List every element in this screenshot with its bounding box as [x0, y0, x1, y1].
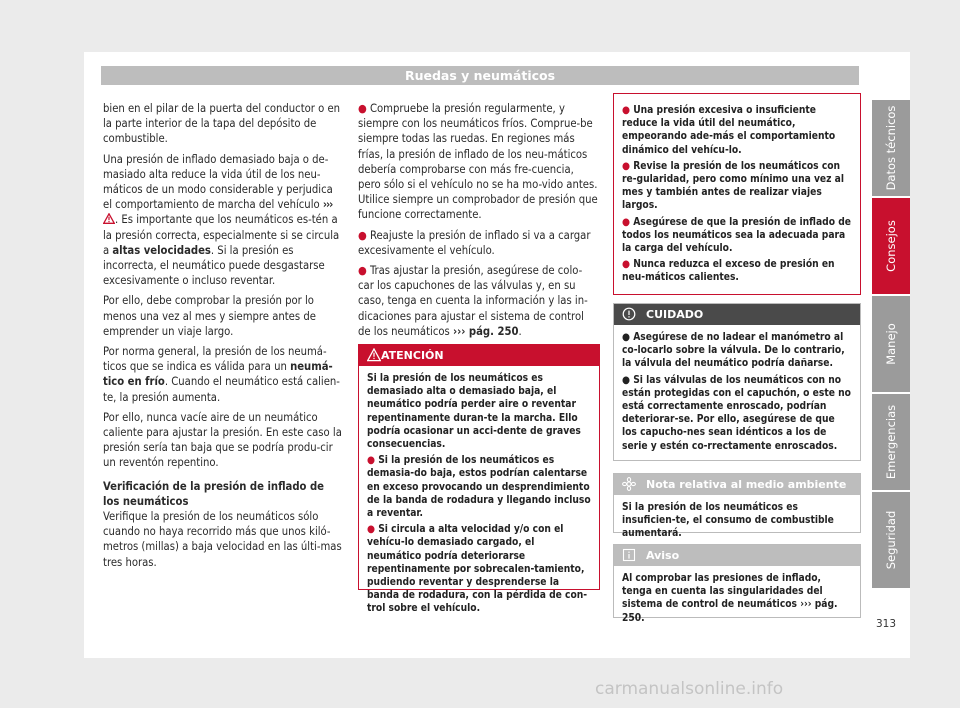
subheading: Verificación de la presión de inflado de los neumáticos: [103, 479, 324, 508]
paragraph: Por ello, nunca vacíe aire de un neumático caliente para ajustar la presión. En este caso la presión sería tan baja que se podría produ-cir un reventón repentino.: [103, 410, 342, 470]
bullet-item: ● Asegúrese de que la presión de inflado de todos los neumáticos sea la adecuada para la carga del vehículo.: [622, 216, 851, 255]
caution-box-body: [614, 325, 860, 464]
tab-seguridad[interactable]: Seguridad: [872, 492, 910, 588]
paragraph: Una presión de inflado demasiado baja o de-masiado alta reduce la vida útil de los neu-máticos de un modo considerable y perjudica el comportamiento de marcha del vehículo ››› . Es importante que los neumáticos es-tén a la presión correcta, especialmente si se circula a altas velocidades. Si la presión es incorrecta, el neumático puede desgastarse excesivamente o incluso reventar.: [103, 152, 340, 288]
warning-triangle-icon: [367, 348, 381, 362]
bullet-item: ● Si circula a alta velocidad y/o con el vehícu-lo demasiado cargado, el neumático podría deteriorarse repentinamente por sobrecalen-tamiento, pudiendo reventar y desprenderse la banda de rodadura, con la pérdida de con-trol sobre el vehículo.: [367, 524, 588, 615]
environment-note-body: Si la presión de los neumáticos es insuficien-te, el consumo de combustible aumentará.: [622, 502, 834, 540]
warning-box-header: [359, 345, 599, 366]
paragraph: Por ello, debe comprobar la presión por lo menos una vez al mes y siempre antes de emprender un viaje largo.: [103, 294, 316, 338]
tab-manejo[interactable]: Manejo: [872, 296, 910, 392]
bullet-item: ● Revise la presión de los neumáticos con re-gularidad, pero como mínimo una vez al mes y también antes de realizar viajes largos.: [622, 160, 844, 212]
paragraph: Por norma general, la presión de los neumá-ticos que se indica es válida para un neumá-tico en frío. Cuando el neumático está calien-te, la presión aumenta.: [103, 345, 340, 404]
column-1: [103, 101, 343, 575]
exclamation-circle-icon: [622, 307, 636, 321]
bullet-item: ● Tras ajustar la presión, asegúrese de colo-car los capuchones de las válvulas y, en su caso, tenga en cuenta la información y las in-dicaciones para ajustar el sistema de control de los neumáticos ››› pág. 250.: [358, 264, 588, 338]
chapter-tabs: [872, 100, 910, 590]
cross-reference-link[interactable]: ›››: [322, 198, 333, 212]
environment-note-header: [614, 474, 860, 495]
environment-note-box: [613, 473, 861, 540]
warning-box-title: ATENCIÓN: [381, 349, 444, 362]
column-2: [358, 101, 598, 344]
notice-box: [613, 544, 861, 624]
tab-consejos[interactable]: Consejos: [872, 198, 910, 294]
environment-flower-icon: [622, 477, 636, 491]
warning-box-continued: [613, 93, 861, 295]
bullet-item: ● Reajuste la presión de inflado si va a cargar excesivamente el vehículo.: [358, 228, 591, 257]
page-reference-link[interactable]: ››› pág. 250: [622, 599, 838, 624]
notice-box-title: Aviso: [646, 549, 680, 562]
bullet-item: ● Una presión excesiva o insuficiente reduce la vida útil del neumático, empeorando ade-más el comportamiento dinámico del vehícu-lo.: [622, 105, 836, 156]
caution-box: [613, 303, 861, 461]
bullet-item: ● Si las válvulas de los neumáticos con no están protegidas con el capuchón, o este no está correctamente enroscado, podrían deteriorar-se. Por ello, asegúrese de que los capucho-nes sean idénticos a los de serie y estén co-rrectamente enroscados.: [622, 374, 851, 452]
paragraph: Verifique la presión de los neumáticos sólo cuando no haya recorrido más que unos kiló-metros (millas) a baja velocidad en las últi-mas tres horas.: [103, 510, 342, 569]
bullet-item: ● Si la presión de los neumáticos es demasia-do baja, estos podrían calentarse en exceso provocando un desprendimiento de la banda de rodadura y llegando incluso a reventar.: [367, 455, 591, 520]
info-icon: [622, 548, 636, 562]
warning-box-body: [614, 94, 860, 296]
environment-note-title: Nota relativa al medio ambiente: [646, 478, 847, 491]
bullet-item: ● Nunca reduzca el exceso de presión en neu-máticos calientes.: [622, 259, 835, 284]
caution-box-header: [614, 304, 860, 325]
tab-emergencias[interactable]: Emergencias: [872, 394, 910, 490]
warning-box: [358, 344, 600, 615]
watermark: carmanualsonline.info: [595, 679, 784, 699]
bullet-item: ● Asegúrese de no ladear el manómetro al co-locarlo sobre la válvula. De lo contrario, la válvula del neumático podría dañarse.: [622, 332, 845, 370]
notice-box-header: [614, 545, 860, 566]
warning-box-body: Si la presión de los neumáticos es demasiado alta o demasiado baja, el neumático podría perder aire o reventar repentinamente duran-te la marcha. Ello podría ocasionar un acci-dente de graves consecuencias. ● Si la presión de los neumáticos es demasia-do baja, estos podrían calentarse en exceso provocando un desprendimiento de la banda de rodadura y llegando incluso a reventar. ● Si circula a alta velocidad y/o con el vehícu-lo demasiado cargado, el neumático podría deteriorarse repentinamente por sobrecalen-tamiento, pudiendo reventar y desprenderse la banda de rodadura, con la pérdida de con-trol sobre el vehículo.: [367, 373, 591, 615]
page-number: 313: [876, 618, 897, 630]
bullet-item: ● Compruebe la presión regularmente, y siempre con los neumáticos fríos. Comprue-be siempre todas las ruedas. En regiones más frías, la presión de inflado de los neu-máticos debería comprobarse con más fre-cuencia, pero sólo si el vehículo no se ha mo-vido antes. Utilice siempre un comprobador de presión que funcione correctamente.: [358, 102, 598, 222]
caution-box-title: CUIDADO: [646, 308, 704, 321]
paragraph: bien en el pilar de la puerta del conductor o en la parte interior de la tapa del depósito de combustible.: [103, 102, 341, 146]
warning-triangle-icon: [103, 213, 115, 224]
section-header: Ruedas y neumáticos: [101, 66, 859, 85]
notice-box-body: Al comprobar las presiones de inflado, tenga en cuenta las singularidades del sistema de control de neumáticos ››› pág. 250.: [622, 573, 838, 624]
tab-datos-tecnicos[interactable]: Datos técnicos: [872, 100, 910, 196]
page-reference-link[interactable]: ››› pág. 250: [452, 324, 519, 338]
